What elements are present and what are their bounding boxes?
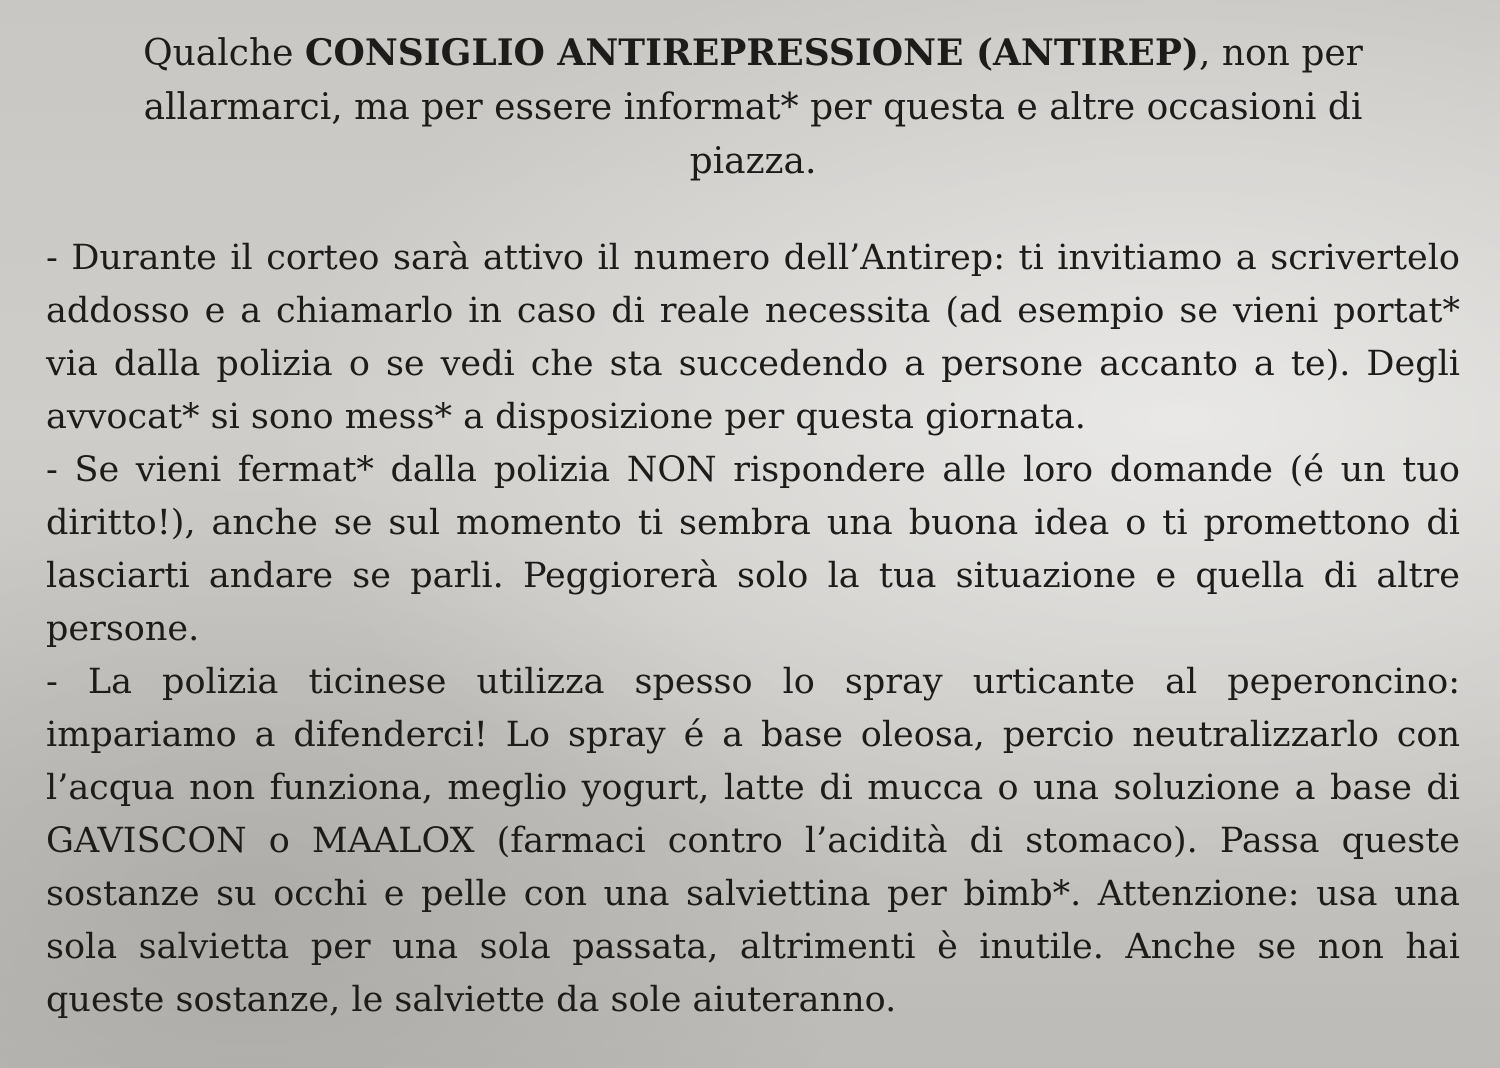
intro-heading: CONSIGLIO ANTIREPRESSIONE (ANTIREP) <box>304 32 1199 74</box>
tip-police-stop: - Se vieni fermat* dalla polizia NON rispondere alle loro domande (é un tuo diritto!), anche se sul momento ti sembra una buona idea o ti promettono di lasciarti andare se parli. Peggiorerà solo la tua situazione e quella di altre persone. <box>46 450 1460 649</box>
intro-post: , non per allarmarci, ma per essere informat* per questa e altre occasioni di piazza. <box>143 33 1363 182</box>
tip-antirep-number: - Durante il corteo sarà attivo il numero dell’Antirep: ti invitiamo a scrivertelo addosso e a chiamarlo in caso di reale necessita (ad esempio se vieni portat* via dalla polizia o se vedi che sta succedendo a persone accanto a te). Degli avvocat* si sono mess* a disposizione per questa giornata. <box>46 238 1460 437</box>
intro-paragraph <box>46 26 1460 189</box>
tip-pepper-spray: - La polizia ticinese utilizza spesso lo spray urticante al peperoncino: impariamo a difenderci! Lo spray é a base oleosa, percio neutralizzarlo con l’acqua non funziona, meglio yogurt, latte di mucca o una soluzione a base di GAVISCON o MAALOX (farmaci contro l’acidità di stomaco). Passa queste sostanze su occhi e pelle con una salviettina per bimb*. Attenzione: usa una sola salvietta per una sola passata, altrimenti è inutile. Anche se non hai queste sostanze, le salviette da sole aiuteranno. <box>46 662 1460 1020</box>
intro-pre: Qualche <box>143 33 305 74</box>
flyer-content <box>46 26 1460 1027</box>
